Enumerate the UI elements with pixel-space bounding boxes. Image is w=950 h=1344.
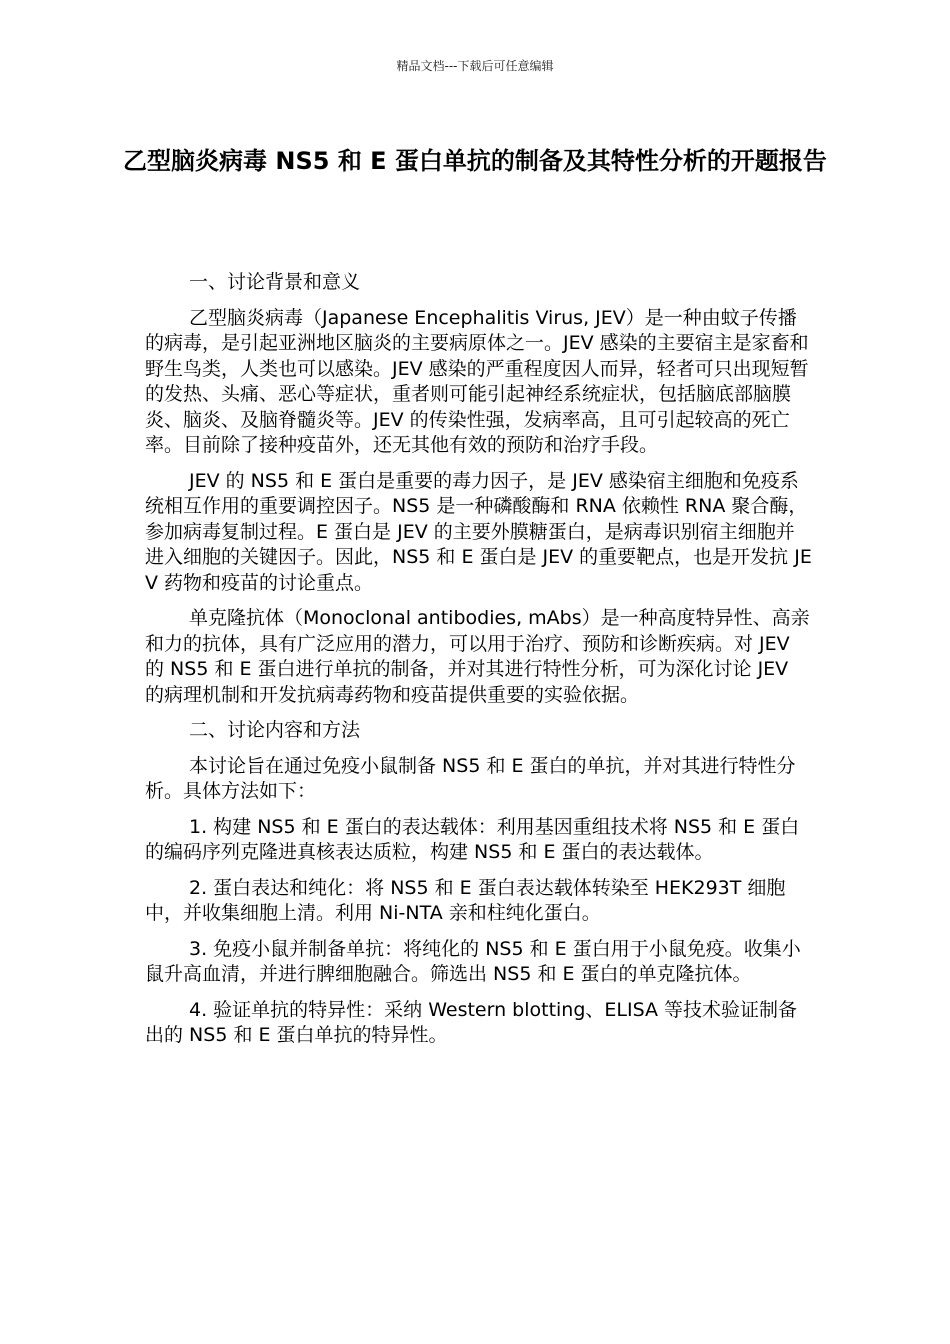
section-heading-background: 一、讨论背景和意义 — [189, 271, 361, 293]
section-heading-methods: 二、讨论内容和方法 — [189, 719, 361, 741]
method-step-3: 3. 免疫小鼠并制备单抗：将纯化的 NS5 和 E 蛋白用于小鼠免疫。收集小鼠升高血清，并进行脾细胞融合。筛选出 NS5 和 E 蛋白的单克隆抗体。 — [145, 937, 801, 985]
method-step-4: 4. 验证单抗的特异性：采纳 Western blotting、ELISA 等技术验证制备出的 NS5 和 E 蛋白单抗的特异性。 — [145, 998, 798, 1046]
paragraph-monoclonal-antibodies: 单克隆抗体（Monoclonal antibodies, mAbs）是一种高度特异性、高亲和力的抗体，具有广泛应用的潜力，可以用于治疗、预防和诊断疾病。对 JEV 的 NS5 和 E 蛋白进行单抗的制备，并对其进行特性分析，可为深化讨论 JEV 的病理机制和开发抗病毒药物和疫苗提供重要的实验依据。 — [145, 607, 810, 706]
page-header: 精品文档---下载后可任意编辑 — [396, 59, 554, 73]
document-title: 乙型脑炎病毒 NS5 和 E 蛋白单抗的制备及其特性分析的开题报告 — [123, 147, 827, 175]
paragraph-methods-intro: 本讨论旨在通过免疫小鼠制备 NS5 和 E 蛋白的单抗，并对其进行特性分析。具体方法如下： — [145, 754, 796, 802]
paragraph-jev-intro: 乙型脑炎病毒（Japanese Encephalitis Virus, JEV）是一种由蚊子传播的病毒，是引起亚洲地区脑炎的主要病原体之一。JEV 感染的主要宿主是家畜和野生鸟类，人类也可以感染。JEV 感染的严重程度因人而异，轻者可只出现短暂的发热、头痛、恶心等症状，重者则可能引起神经系统症状，包括脑底部脑膜炎、脑炎、及脑脊髓炎等。JEV 的传染性强，发病率高，且可引起较高的死亡率。目前除了接种疫苗外，还无其他有效的预防和治疗手段。 — [145, 306, 809, 456]
method-step-2: 2. 蛋白表达和纯化：将 NS5 和 E 蛋白表达载体转染至 HEK293T 细胞中，并收集细胞上清。利用 Ni-NTA 亲和柱纯化蛋白。 — [145, 876, 786, 924]
document-body — [145, 270, 813, 1059]
method-step-1: 1. 构建 NS5 和 E 蛋白的表达载体：利用基因重组技术将 NS5 和 E 蛋白的编码序列克隆进真核表达质粒，构建 NS5 和 E 蛋白的表达载体。 — [145, 815, 800, 863]
paragraph-ns5-e-proteins: JEV 的 NS5 和 E 蛋白是重要的毒力因子，是 JEV 感染宿主细胞和免疫系统相互作用的重要调控因子。NS5 是一种磷酸酶和 RNA 依赖性 RNA 聚合酶，参加病毒复制过程。E 蛋白是 JEV 的主要外膜糖蛋白，是病毒识别宿主细胞并进入细胞的关键因子。因此，NS5 和 E 蛋白是 JEV 的重要靶点，也是开发抗 JEV 药物和疫苗的讨论重点。 — [145, 469, 812, 594]
